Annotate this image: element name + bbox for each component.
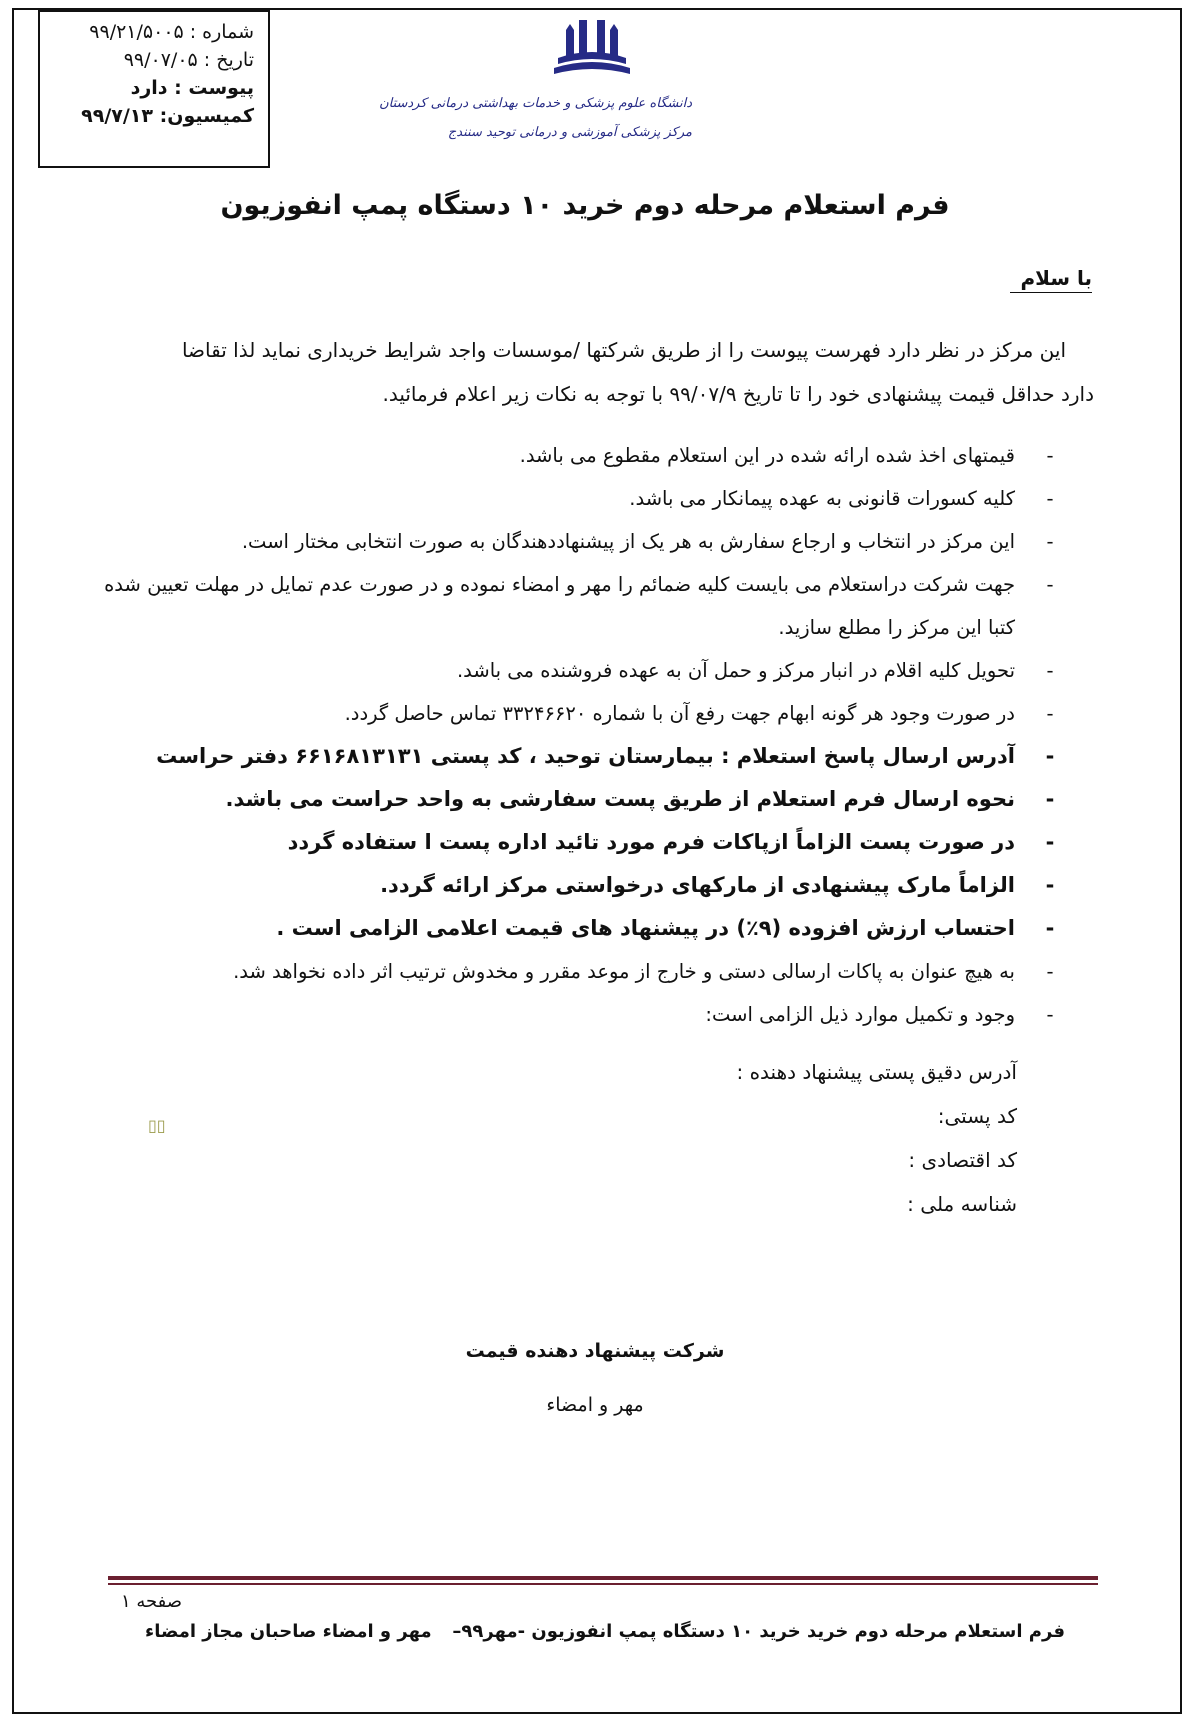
- scan-mark: ▯▯: [148, 1116, 166, 1135]
- condition-item: - جهت شرکت دراستعلام می بایست کلیه ضمائم را مهر و امضاء نموده و در صورت عدم تمایل در مهلت تعیین شده کتبا این مرکز را مطلع سازید.: [104, 573, 1054, 639]
- condition-item: - قیمتهای اخذ شده ارائه شده در این استعلام مقطوع می باشد.: [519, 444, 1054, 467]
- condition-item: - تحویل کلیه اقلام در انبار مرکز و حمل آن به عهده فروشنده می باشد.: [456, 659, 1054, 682]
- letter-commission: کمیسیون: ۹۹/۷/۱۳: [81, 105, 254, 127]
- letter-attachment: پیوست : دارد: [130, 77, 254, 99]
- footer-form-title: فرم استعلام مرحله دوم خرید خرید ۱۰ دستگاه پمپ انفوزیون -مهر۹۹–: [452, 1621, 1065, 1642]
- condition-item-delivery: - نحوه ارسال فرم استعلام از طریق پست سفارشی به واحد حراست می باشد.: [225, 787, 1055, 811]
- footer-rule-thin: [108, 1583, 1098, 1585]
- signature-stamp: مهر و امضاء: [546, 1394, 644, 1416]
- footer-rule: [108, 1576, 1098, 1580]
- intro-paragraph: [102, 328, 1094, 416]
- university-logo: [379, 16, 692, 176]
- university-emblem-icon: [552, 16, 632, 88]
- greeting: با سلام: [1010, 266, 1092, 293]
- logo-center-name: مرکز پزشکی آموزشی و درمانی توحید سنندج: [447, 125, 692, 140]
- footer-page-number: صفحه ۱: [120, 1591, 182, 1612]
- logo-university-name: دانشگاه علوم پزشکی و خدمات بهداشتی درمانی کردستان: [379, 96, 692, 111]
- condition-item-address: - آدرس ارسال پاسخ استعلام : بیمارستان توحید ، کد پستی ۶۶۱۶۸۱۳۱۳۱ دفتر حراست: [156, 744, 1055, 768]
- condition-item: - کلیه کسورات قانونی به عهده پیمانکار می باشد.: [629, 487, 1054, 510]
- condition-item-envelope: - در صورت پست الزاماً ازپاکات فرم مورد تائید اداره پست ا ستفاده گردد: [287, 830, 1055, 854]
- field-address-label: آدرس دقیق پستی پیشنهاد دهنده :: [736, 1060, 1017, 1084]
- intro-line-1: این مرکز در نظر دارد فهرست پیوست را از طریق شرکتها /موسسات واجد شرایط خریداری نماید لذا تقاضا: [181, 338, 1066, 362]
- footer-signatories: مهر و امضاء صاحبان مجاز امضاء: [145, 1621, 432, 1642]
- letter-number: شماره :۹۹/۲۱/۵۰۰۵: [89, 21, 254, 43]
- signature-company: شرکت پیشنهاد دهنده قیمت: [465, 1340, 725, 1362]
- field-postal-label: کد پستی:: [937, 1104, 1017, 1128]
- field-economic-label: کد اقتصادی :: [908, 1148, 1017, 1172]
- intro-line-2: دارد حداقل قیمت پیشنهادی خود را تا تاریخ ۹۹/۰۷/۹ با توجه به نکات زیر اعلام فرمائید.: [382, 382, 1094, 406]
- condition-item-brand: - الزاماً مارک پیشنهادی از مارکهای درخواستی مرکز ارائه گردد.: [380, 873, 1055, 897]
- condition-item-vat: - احتساب ارزش افزوده (۹٪) در پیشنهاد های قیمت اعلامی الزامی است .: [276, 916, 1055, 940]
- condition-item: - وجود و تکمیل موارد ذیل الزامی است:: [705, 1003, 1054, 1026]
- page-title: فرم استعلام مرحله دوم خرید ۱۰ دستگاه پمپ انفوزیون: [220, 190, 950, 221]
- conditions-list: [100, 434, 1060, 1036]
- condition-item: - این مرکز در انتخاب و ارجاع سفارش به هر یک از پیشنهاددهندگان به صورت انتخابی مختار است.: [241, 530, 1054, 553]
- condition-item: - به هیچ عنوان به پاکات ارسالی دستی و خارج از موعد مقرر و مخدوش ترتیب اثر داده نخواهد شد.: [233, 960, 1054, 983]
- letter-meta-box: [38, 10, 270, 168]
- letter-date: تاریخ :۹۹/۰۷/۰۵: [123, 49, 254, 71]
- field-national-id-label: شناسه ملی :: [907, 1192, 1017, 1216]
- condition-item: - در صورت وجود هر گونه ابهام جهت رفع آن با شماره ۳۳۲۴۶۶۲۰ تماس حاصل گردد.: [344, 702, 1054, 725]
